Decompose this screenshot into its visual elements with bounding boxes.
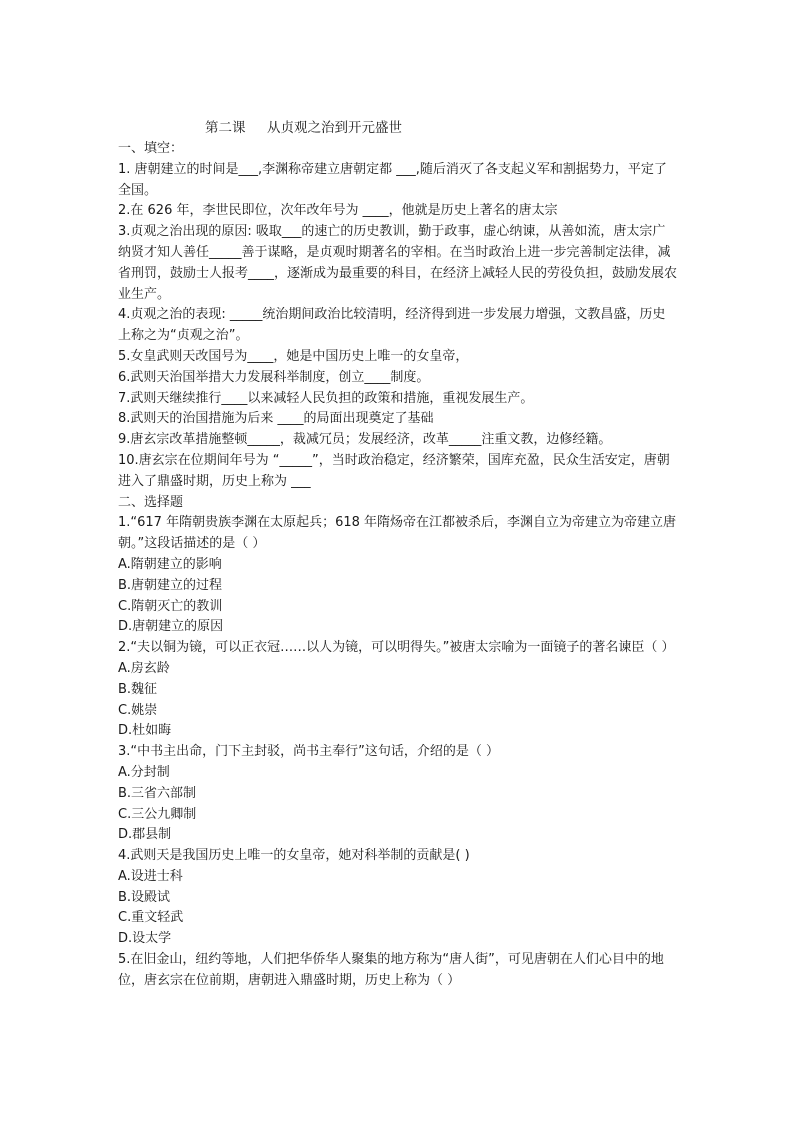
answer-option: D.唐朝建立的原因 xyxy=(118,619,224,635)
fill-blank-item: 1. 唐朝建立的时间是___,李渊称帝建立唐朝定都 ___,随后消灭了各支起义军和割据势力，平定了全国。 xyxy=(118,161,667,198)
answer-option: D.设太学 xyxy=(118,931,172,947)
section-heading-multiple-choice: 二、选择题 xyxy=(118,494,184,510)
lesson-title: 第二课 从贞观之治到开元盛世 xyxy=(205,120,402,136)
answer-option: A.设进士科 xyxy=(118,868,183,884)
answer-option: C.隋朝灭亡的教训 xyxy=(118,598,223,614)
fill-blank-item: 10.唐玄宗在位期间年号为 “_____”，当时政治稳定，经济繁荣，国库充盈，民众生活安定，唐朝进入了鼎盛时期，历史上称为 ___ xyxy=(118,452,670,489)
section-heading-fill-blank: 一、填空： xyxy=(118,141,184,156)
answer-option: A.房玄龄 xyxy=(118,660,170,676)
answer-option: C.三公九卿制 xyxy=(118,806,197,822)
question-stem: 2.“夫以铜为镜，可以正衣冠……以人为镜，可以明得失。”被唐太宗喻为一面镜子的著名谏臣（ ） xyxy=(118,640,675,656)
question-stem: 5.在旧金山，纽约等地，人们把华侨华人聚集的地方称为“唐人街”，可见唐朝在人们心目中的地位，唐玄宗在位前期，唐朝进入鼎盛时期，历史上称为（ ） xyxy=(118,952,664,988)
answer-option: A.隋朝建立的影响 xyxy=(118,556,222,572)
answer-option: C.重文轻武 xyxy=(118,910,184,926)
answer-option: C.姚崇 xyxy=(118,702,158,718)
fill-blank-item: 3.贞观之治出现的原因: 吸取___的速亡的历史教训，勤于政事，虚心纳谏，从善如流，唐太宗广纳贤才知人善任_____善于谋略，是贞观时期著名的宰相。在当时政治上进一步完善制定法律，减省刑罚，鼓励士人报考____，逐渐成为最重要的科目，在经济上减轻人民的劳役负担，鼓励发展农业生产。 xyxy=(118,224,678,302)
question-stem: 3.“中书主出命，门下主封驳，尚书主奉行”这句话，介绍的是（ ） xyxy=(118,744,500,760)
answer-option: B.三省六部制 xyxy=(118,785,197,801)
answer-option: A.分封制 xyxy=(118,764,170,780)
fill-blank-item: 9.唐玄宗改革措施整顿_____，裁减冗员；发展经济，改革_____注重文教，边修经籍。 xyxy=(118,432,612,448)
fill-blank-item: 5.女皇武则天改国号为____，她是中国历史上唯一的女皇帝， xyxy=(118,348,469,364)
fill-blank-item: 4.贞观之治的表现: _____统治期间政治比较清明，经济得到进一步发展力增强，文教昌盛，历史上称之为“贞观之治”。 xyxy=(118,307,666,344)
answer-option: B.魏征 xyxy=(118,681,158,697)
worksheet-body xyxy=(118,139,678,992)
question-stem: 1.“617 年隋朝贵族李渊在太原起兵；618 年隋炀帝在江都被杀后，李渊自立为帝建立为帝建立唐朝。”这段话描述的是（ ） xyxy=(118,515,677,552)
question-stem: 4.武则天是我国历史上唯一的女皇帝，她对科举制的贡献是( ) xyxy=(118,848,470,864)
answer-option: D.杜如晦 xyxy=(118,723,172,739)
answer-option: B.设殿试 xyxy=(118,889,171,905)
fill-blank-item: 8.武则天的治国措施为后来 ____的局面出现奠定了基础 xyxy=(118,411,434,427)
fill-blank-item: 2.在 626 年，李世民即位，次年改年号为 ____，他就是历史上著名的唐太宗 xyxy=(118,203,558,219)
answer-option: D.郡县制 xyxy=(118,827,172,843)
fill-blank-item: 6.武则天治国举措大力发展科举制度，创立____制度。 xyxy=(118,369,430,385)
fill-blank-item: 7.武则天继续推行____以来减轻人民负担的政策和措施，重视发展生产。 xyxy=(118,390,534,406)
answer-option: B.唐朝建立的过程 xyxy=(118,577,223,593)
